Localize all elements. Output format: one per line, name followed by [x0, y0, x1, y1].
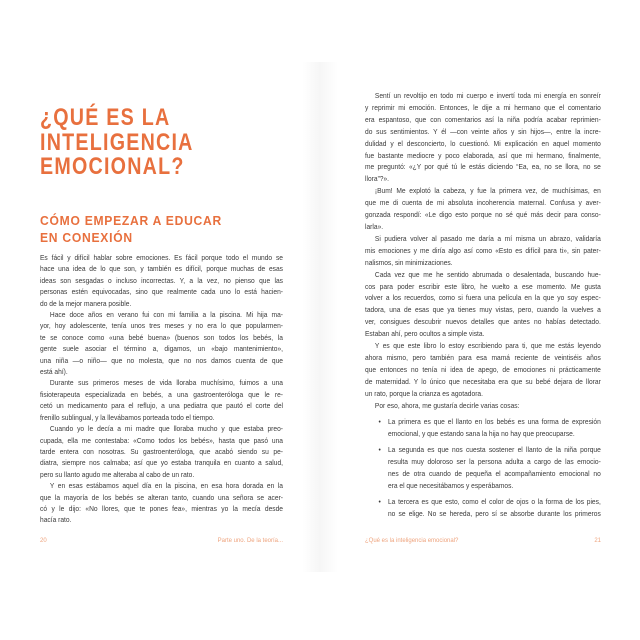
text-line: pero su llanto agudo me alteraba al cabo de un rato. — [40, 469, 195, 479]
paragraph — [40, 377, 283, 423]
text-line: ¡Bum! Me explotó la cabeza, y fue la primera vez, de muchísimas, en — [374, 186, 601, 196]
paragraph — [40, 252, 283, 309]
text-line: do de la mejor manera posible. — [40, 298, 132, 308]
chapter-title-line: EMOCIONAL? — [40, 153, 185, 180]
text-line: que entonces no tenía ni idea de apego, de emociones ni prácticamente — [365, 364, 601, 374]
paragraph — [365, 400, 601, 412]
text-line: te se conoce como «una bebé buena» (buenos son todos los bebés, la — [40, 332, 283, 342]
text-line: Y en esas estábamos aquel día en la piscina, en esa hora dorada en la — [49, 481, 284, 491]
text-line: ideas son sesgadas o incluso incorrectas. Y, a la vez, no pienso que las — [40, 275, 283, 285]
text-line: tadora, una de esas que ya tienes muy vistas, pero, cuando la vuelves a — [365, 305, 601, 315]
text-line: yor, hoy adolescente, tenía unos tres meses y no era lo que popularmen- — [40, 321, 283, 331]
paragraph — [365, 269, 601, 340]
text-line: Hace doce años en verano fui con mi familia a la piscina. Mi hija ma- — [49, 310, 284, 320]
chapter-title-line: ¿QUÉ ES LA — [40, 104, 171, 131]
text-line: volver a los recuerdos, como si fuera una película en la que yo soy espec- — [365, 293, 601, 303]
text-line: frenillo sublingual, y la llevábamos porteada todo el tiempo. — [40, 412, 215, 422]
bullet-list — [365, 416, 601, 519]
text-line: diatra, siempre nos calmaba; así que yo estaba tranquila en cuanto a salud, — [40, 458, 283, 468]
page-number-left: 20 — [40, 538, 47, 544]
text-line: que me di cuenta de mi absoluta incoherencia maternal. Confusa y aver- — [365, 198, 601, 208]
text-line: Y es que este libro lo estoy escribiendo para ti, que me estás leyendo — [374, 341, 601, 351]
chapter-title — [40, 106, 194, 180]
text-line: tarde entera con nosotras. Su gastroenteróloga, que acabó siendo su pe- — [40, 446, 283, 456]
text-line: cetó un medicamento para el reflujo, a una pediatra que pautó el corte del — [40, 401, 283, 411]
text-line: Durante sus primeros meses de vida lloraba muchísimo, fuimos a una — [49, 378, 284, 388]
text-line: nalismos, sin minimizaciones. — [365, 257, 453, 267]
page-number-right: 21 — [594, 538, 601, 544]
text-line: larla». — [365, 221, 384, 231]
text-line: gonzada respondí: «Le digo esto porque no sé qué más decir para conso- — [365, 210, 601, 220]
paragraph — [365, 90, 601, 185]
bullet-marker: • — [378, 496, 381, 506]
text-line: cupada, ella me contestaba: «Como todos los bebés», hasta que pasó una — [40, 435, 283, 445]
text-line: ahora mismo, pero también para esa mamá reciente de veintiséis años — [365, 352, 601, 362]
text-line: có y le dijo: «No llores, que te pones fea», mientras yo la mecía desde — [40, 503, 283, 513]
right-body-text — [365, 90, 601, 520]
bullet-marker: • — [378, 445, 381, 455]
text-line: La tercera es que esto, como el color de ojos o la forma de los pies, — [387, 496, 601, 506]
text-line: dulidad y el desconcierto, lo cuestionó. Mi explicación en aquel momento — [365, 138, 601, 148]
paragraph — [365, 233, 601, 269]
text-line: que la mayoría de los bebés se alteran tanto, cuando una señora se acer- — [40, 492, 283, 502]
running-head-right: ¿Qué es la inteligencia emocional? — [365, 538, 459, 544]
text-line: está ahí). — [40, 367, 68, 377]
text-line: gente suele asociar el término a, digamos, un «bajo mantenimiento», — [40, 344, 283, 354]
paragraph — [40, 423, 283, 480]
text-line: La segunda es que nos cuesta sostener el llanto de la niña porque — [387, 445, 601, 455]
text-line: Es fácil y difícil hablar sobre emociones. Es fácil porque todo el mundo se — [40, 253, 283, 262]
text-line: no se elige. No se hereda, pero sí se absorbe durante los primeros — [387, 508, 601, 518]
text-line: fue bastante mediocre y poco elaborada, así que mi hermano, finalmente, — [365, 150, 601, 160]
section-heading-line: EN CONEXIÓN — [40, 230, 133, 245]
text-line: cos para poder escribir este libro, he vuelto a ese momento. Me gusta — [365, 281, 601, 291]
text-line: Por eso, ahora, me gustaría decirle varias cosas: — [374, 400, 520, 410]
text-line: fisioterapeuta especializada en bebés, a una gastroenteróloga que le re- — [40, 389, 283, 399]
text-line: emocional, y que estando sana la hija no hay que preocuparse. — [387, 429, 575, 439]
text-line: Cada vez que me he sentido abrumada o desalentada, buscando hue- — [374, 269, 601, 279]
text-line: de maternidad. Y lo único que necesitaba era que su bebé dejara de llorar — [365, 376, 601, 386]
text-line: era el que necesitábamos y esperábamos. — [387, 481, 514, 490]
text-line: Estaban ahí, pero ocultos a simple vista. — [365, 329, 485, 339]
text-line: resulta muy doloroso ser la persona adulta a cargo de las emocio- — [387, 457, 601, 467]
paragraph — [365, 185, 601, 233]
text-line: y reprimir mi emoción. Entonces, le dije a mi hermano que el comentario — [365, 102, 601, 112]
chapter-title-line: INTELIGENCIA — [40, 128, 194, 156]
bullet-item — [365, 416, 601, 440]
text-line: era espantoso, que con comentarios así la niña podría acabar reprimien- — [365, 114, 601, 124]
running-head-left: Parte uno. De la teoría... — [217, 538, 283, 544]
text-line: Si pudiera volver al pasado me daría a mí misma un abrazo, validaría — [374, 233, 601, 243]
text-line: Sentí un revoltijo en todo mi cuerpo e invertí toda mi energía en sonreír — [374, 91, 601, 100]
paragraph — [40, 480, 283, 526]
text-line: hace una idea de lo que son, y también es difícil, porque muchas de esas — [40, 264, 283, 274]
text-line: llora”?». — [365, 174, 390, 184]
text-line: hacía rato. — [40, 515, 72, 525]
paragraph — [365, 340, 601, 400]
bullet-item — [365, 444, 601, 492]
section-heading-line: CÓMO EMPEZAR A EDUCAR — [40, 213, 222, 228]
paragraph — [40, 309, 283, 377]
text-line: La primera es que el llanto en los bebés es una forma de expresión — [387, 417, 601, 427]
text-line: una niña —o niño— que no molesta, que no nos damos cuenta de que — [40, 355, 283, 365]
text-line: me preguntó: «¿Y por qué tú le estás diciendo “Ea, ea, no se llora, no se — [365, 162, 601, 172]
text-line: mis emociones y me diría algo así como «Esto es difícil para ti», sin pater- — [365, 245, 601, 255]
text-line: ver, consigues descubrir nuevos detalles que antes no habías detectado. — [365, 317, 601, 327]
bullet-item — [365, 496, 601, 520]
text-line: un rato, porque la crianza es agotadora. — [365, 388, 483, 398]
text-line: Cuando yo le decía a mi madre que lloraba mucho y que estaba preo- — [49, 424, 284, 434]
bullet-marker: • — [378, 417, 381, 427]
left-body-text — [40, 252, 283, 526]
section-heading — [40, 212, 222, 246]
text-line: nes de otra cuando de pequeña el acompañamiento emocional no — [387, 469, 601, 479]
text-line: do sus sentimientos. Y él —con veinte años y sin hijos—, entre la incre- — [365, 126, 601, 136]
text-line: personas estén equivocadas, sino que realmente cada uno lo está hacien- — [40, 287, 283, 297]
